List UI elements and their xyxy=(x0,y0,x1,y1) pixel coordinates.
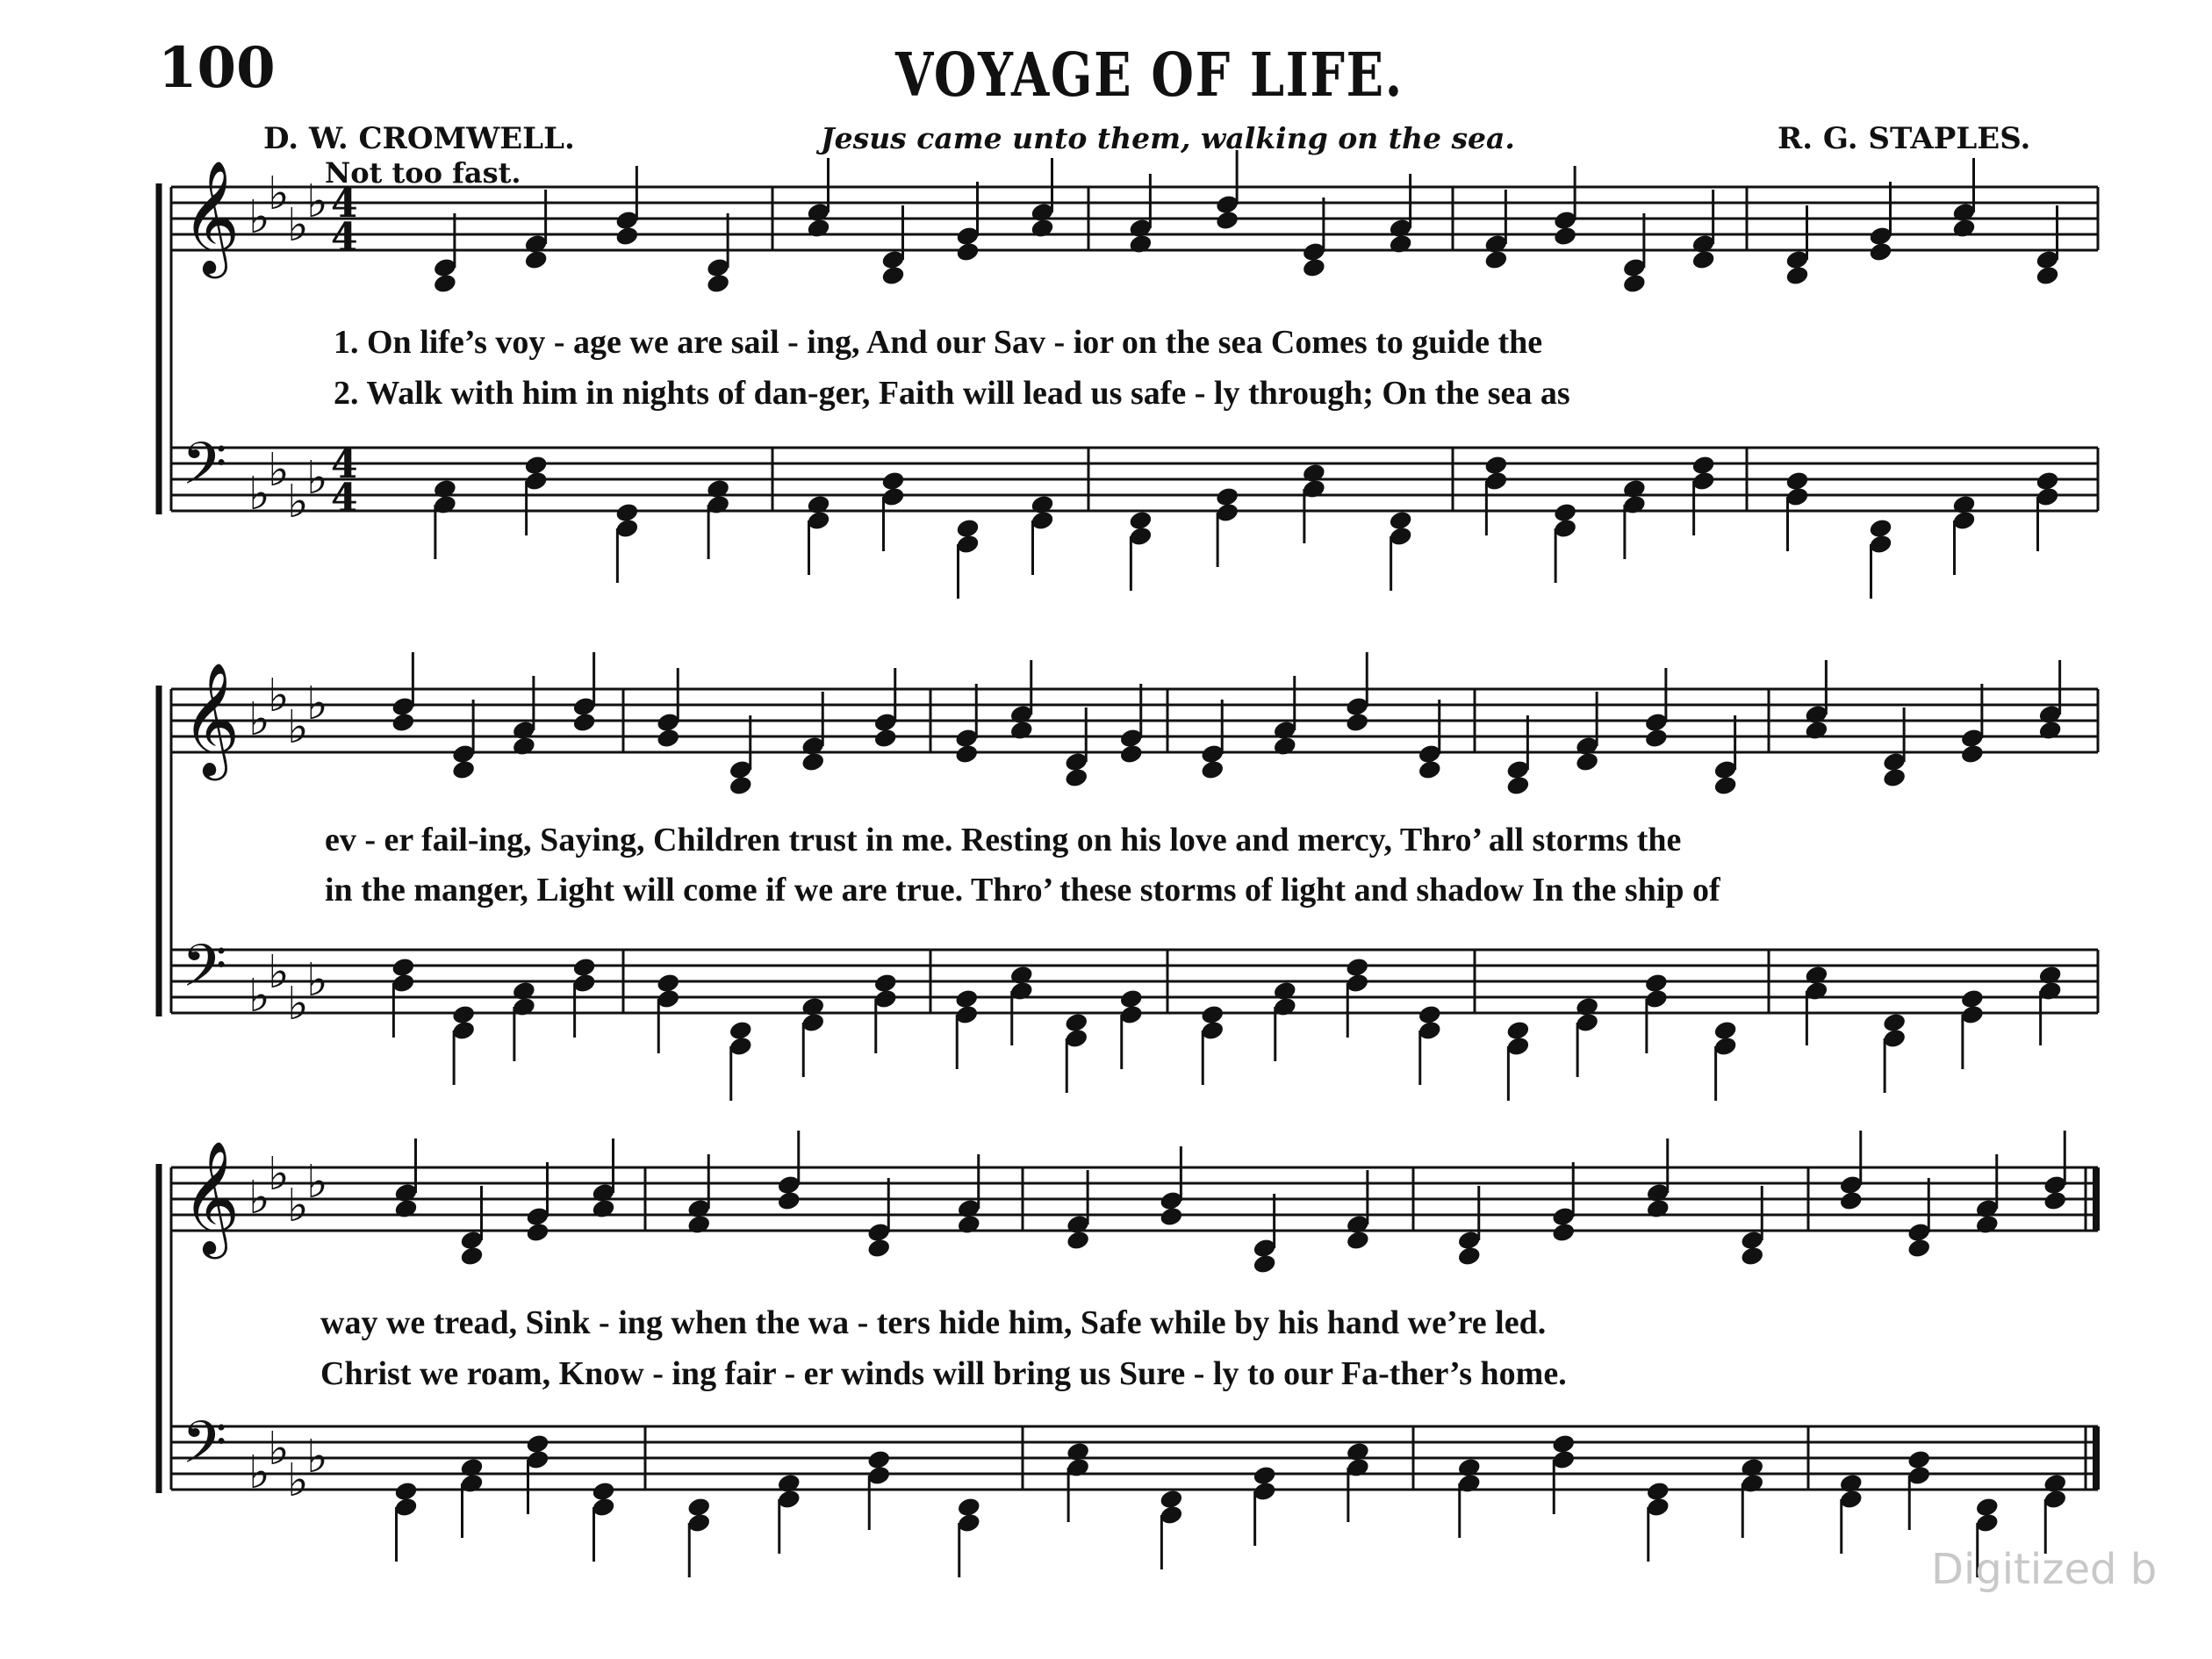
notehead xyxy=(801,750,826,772)
treble-clef: 𝄞 xyxy=(182,160,241,274)
flat-sign: ♭ xyxy=(248,468,270,521)
flat-sign: ♭ xyxy=(287,1180,309,1232)
lyric-line: way we tread, Sink - ing when the wa - ters hide him, Safe while by his hand we’re led. xyxy=(320,1304,1547,1341)
notehead xyxy=(433,272,458,294)
notehead xyxy=(1951,217,1977,239)
flat-sign: ♭ xyxy=(248,693,270,746)
lyricist-credit: D. W. CROMWELL. xyxy=(263,121,575,156)
notehead xyxy=(955,241,980,262)
notehead xyxy=(656,727,681,749)
notehead xyxy=(1030,217,1055,239)
notehead xyxy=(686,1213,712,1235)
notehead xyxy=(728,774,753,796)
lyric-line: Christ we roam, Know - ing fair - er winds will bring us Sure - ly to our Fa-ther’s home. xyxy=(320,1355,1567,1392)
notehead xyxy=(1456,1245,1482,1267)
notehead xyxy=(2043,1189,2068,1211)
flat-sign: ♭ xyxy=(306,1156,328,1209)
notehead xyxy=(866,1237,892,1259)
lyric-line: in the manger, Light will come if we are true. Thro’ these storms of light and shadow In the ship of xyxy=(325,872,1720,908)
flat-sign: ♭ xyxy=(287,978,309,1031)
flat-sign: ♭ xyxy=(248,1172,270,1224)
notehead xyxy=(1388,233,1413,255)
notehead xyxy=(1713,774,1738,796)
notehead xyxy=(1066,1229,1091,1251)
notehead xyxy=(571,711,597,733)
notehead xyxy=(1882,766,1907,788)
lyric-line: 2. Walk with him in nights of dan-ger, Faith will lead us safe - ly through; On the sea as xyxy=(334,375,1570,412)
notehead xyxy=(776,1189,801,1211)
notehead xyxy=(1064,766,1089,788)
notehead xyxy=(880,264,906,286)
notehead xyxy=(954,743,980,765)
notehead xyxy=(1252,1253,1277,1275)
page-number: 100 xyxy=(158,35,276,101)
notehead xyxy=(1009,719,1034,741)
notehead xyxy=(1483,248,1509,270)
notehead xyxy=(525,1221,550,1243)
notehead xyxy=(1159,1205,1184,1227)
notehead xyxy=(1622,272,1648,294)
flat-sign: ♭ xyxy=(268,1148,290,1201)
time-signature-top: 4 xyxy=(331,442,358,487)
flat-sign: ♭ xyxy=(268,1423,290,1476)
notehead xyxy=(1691,248,1716,270)
notehead xyxy=(1645,1197,1670,1219)
flat-sign: ♭ xyxy=(287,1454,309,1507)
flat-sign: ♭ xyxy=(268,444,290,497)
notehead xyxy=(956,1213,981,1235)
flat-sign: ♭ xyxy=(268,670,290,722)
page-title: VOYAGE OF LIFE. xyxy=(895,40,1404,111)
notehead xyxy=(1551,1221,1576,1243)
flat-sign: ♭ xyxy=(268,168,290,220)
notehead xyxy=(1417,758,1442,780)
notehead xyxy=(873,727,898,749)
notehead xyxy=(1128,233,1153,255)
notehead xyxy=(1118,743,1144,765)
notehead xyxy=(2037,719,2063,741)
time-signature-top: 4 xyxy=(331,182,358,226)
flat-sign: ♭ xyxy=(306,954,328,1007)
flat-sign: ♭ xyxy=(306,678,328,730)
notehead xyxy=(1644,727,1670,749)
flat-sign: ♭ xyxy=(287,476,309,528)
scripture-epigraph: Jesus came unto them, walking on the sea. xyxy=(821,121,1515,155)
notehead xyxy=(1553,225,1578,247)
lyric-line: ev - er fail-ing, Saying, Children trust in me. Resting on his love and mercy, Thro’ all storms the xyxy=(325,822,1682,858)
notehead xyxy=(1200,758,1225,780)
treble-clef: 𝄞 xyxy=(182,662,241,776)
notehead xyxy=(512,735,537,757)
flat-sign: ♭ xyxy=(287,199,309,252)
flat-sign: ♭ xyxy=(248,970,270,1023)
tempo-marking: Not too fast. xyxy=(325,156,521,190)
bass-clef: 𝄢 xyxy=(182,932,227,1014)
time-signature-bottom: 4 xyxy=(331,476,358,521)
flat-sign: ♭ xyxy=(287,701,309,754)
notehead xyxy=(1974,1213,2000,1235)
notehead xyxy=(1838,1189,1864,1211)
flat-sign: ♭ xyxy=(248,1447,270,1499)
notehead xyxy=(806,217,831,239)
notehead xyxy=(591,1197,616,1219)
notehead xyxy=(523,248,549,270)
flat-sign: ♭ xyxy=(306,1431,328,1483)
notehead xyxy=(1505,774,1531,796)
notehead xyxy=(614,225,640,247)
notehead xyxy=(1575,750,1600,772)
notehead xyxy=(1907,1237,1932,1259)
notehead xyxy=(1346,1229,1371,1251)
notehead xyxy=(391,711,416,733)
notehead xyxy=(1868,241,1893,262)
notehead xyxy=(393,1197,419,1219)
notehead xyxy=(1272,735,1297,757)
flat-sign: ♭ xyxy=(306,176,328,228)
bass-clef: 𝄢 xyxy=(182,430,227,512)
flat-sign: ♭ xyxy=(248,191,270,244)
notehead xyxy=(1740,1245,1765,1267)
treble-clef: 𝄞 xyxy=(182,1140,241,1254)
bass-clef: 𝄢 xyxy=(182,1409,227,1490)
flat-sign: ♭ xyxy=(306,452,328,505)
notehead xyxy=(2035,264,2060,286)
notehead xyxy=(1302,256,1327,278)
notehead xyxy=(1215,209,1240,231)
digitized-watermark: Digitized b xyxy=(1931,1545,2158,1594)
composer-credit: R. G. STAPLES. xyxy=(1778,121,2031,156)
notehead xyxy=(451,758,477,780)
notehead xyxy=(1785,264,1810,286)
notehead xyxy=(1960,743,1986,765)
notehead xyxy=(1345,711,1370,733)
time-signature-bottom: 4 xyxy=(331,215,358,260)
notehead xyxy=(1804,719,1829,741)
flat-sign: ♭ xyxy=(268,946,290,999)
notehead xyxy=(706,272,731,294)
lyric-line: 1. On life’s voy - age we are sail - ing, And our Sav - ior on the sea Comes to guide the xyxy=(334,324,1543,361)
notehead xyxy=(459,1245,485,1267)
